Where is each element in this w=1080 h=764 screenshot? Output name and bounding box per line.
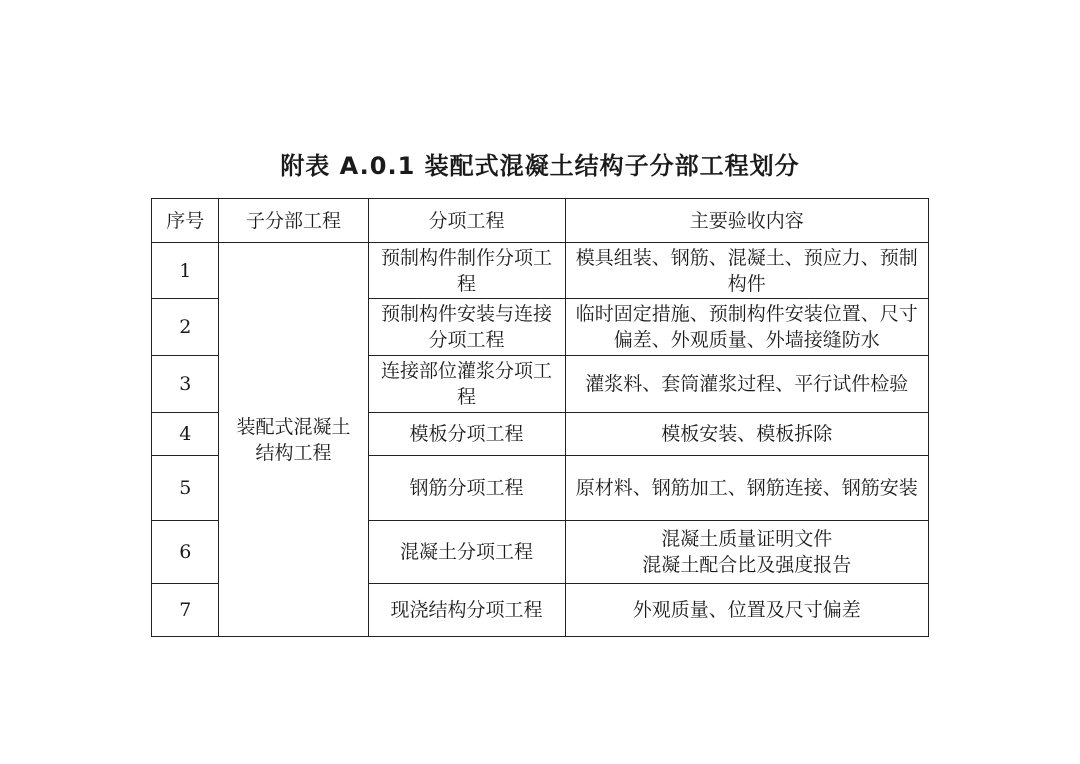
row-content: 模具组装、钢筋、混凝土、预应力、预制构件 bbox=[565, 243, 928, 299]
row-no: 4 bbox=[152, 413, 219, 456]
table-row bbox=[152, 243, 929, 299]
row-item: 连接部位灌浆分项工程 bbox=[368, 356, 565, 413]
table-title: 附表 A.0.1 装配式混凝土结构子分部工程划分 bbox=[280, 152, 800, 180]
row-item: 钢筋分项工程 bbox=[368, 456, 565, 521]
row-item: 预制构件制作分项工程 bbox=[368, 243, 565, 299]
row-item: 混凝土分项工程 bbox=[368, 521, 565, 584]
header-no: 序号 bbox=[152, 199, 219, 243]
row-item: 预制构件安装与连接分项工程 bbox=[368, 299, 565, 356]
division-table bbox=[151, 198, 929, 637]
content-line: 混凝土质量证明文件 bbox=[661, 528, 833, 550]
row-content: 灌浆料、套筒灌浆过程、平行试件检验 bbox=[565, 356, 928, 413]
row-content bbox=[565, 521, 928, 584]
row-no: 2 bbox=[152, 299, 219, 356]
row-content: 模板安装、模板拆除 bbox=[565, 413, 928, 456]
row-no: 6 bbox=[152, 521, 219, 584]
header-content: 主要验收内容 bbox=[565, 199, 928, 243]
header-row bbox=[152, 199, 929, 243]
header-sub-project: 子分部工程 bbox=[219, 199, 368, 243]
row-item: 现浇结构分项工程 bbox=[368, 584, 565, 637]
row-content: 外观质量、位置及尺寸偏差 bbox=[565, 584, 928, 637]
header-item: 分项工程 bbox=[368, 199, 565, 243]
row-no: 5 bbox=[152, 456, 219, 521]
sub-project-name: 装配式混凝土结构工程 bbox=[236, 415, 351, 464]
row-item: 模板分项工程 bbox=[368, 413, 565, 456]
row-no: 1 bbox=[152, 243, 219, 299]
row-no: 7 bbox=[152, 584, 219, 637]
row-content: 原材料、钢筋加工、钢筋连接、钢筋安装 bbox=[565, 456, 928, 521]
row-content: 临时固定措施、预制构件安装位置、尺寸偏差、外观质量、外墙接缝防水 bbox=[565, 299, 928, 356]
sub-project-cell bbox=[219, 243, 368, 637]
content-line: 混凝土配合比及强度报告 bbox=[642, 554, 852, 576]
row-no: 3 bbox=[152, 356, 219, 413]
